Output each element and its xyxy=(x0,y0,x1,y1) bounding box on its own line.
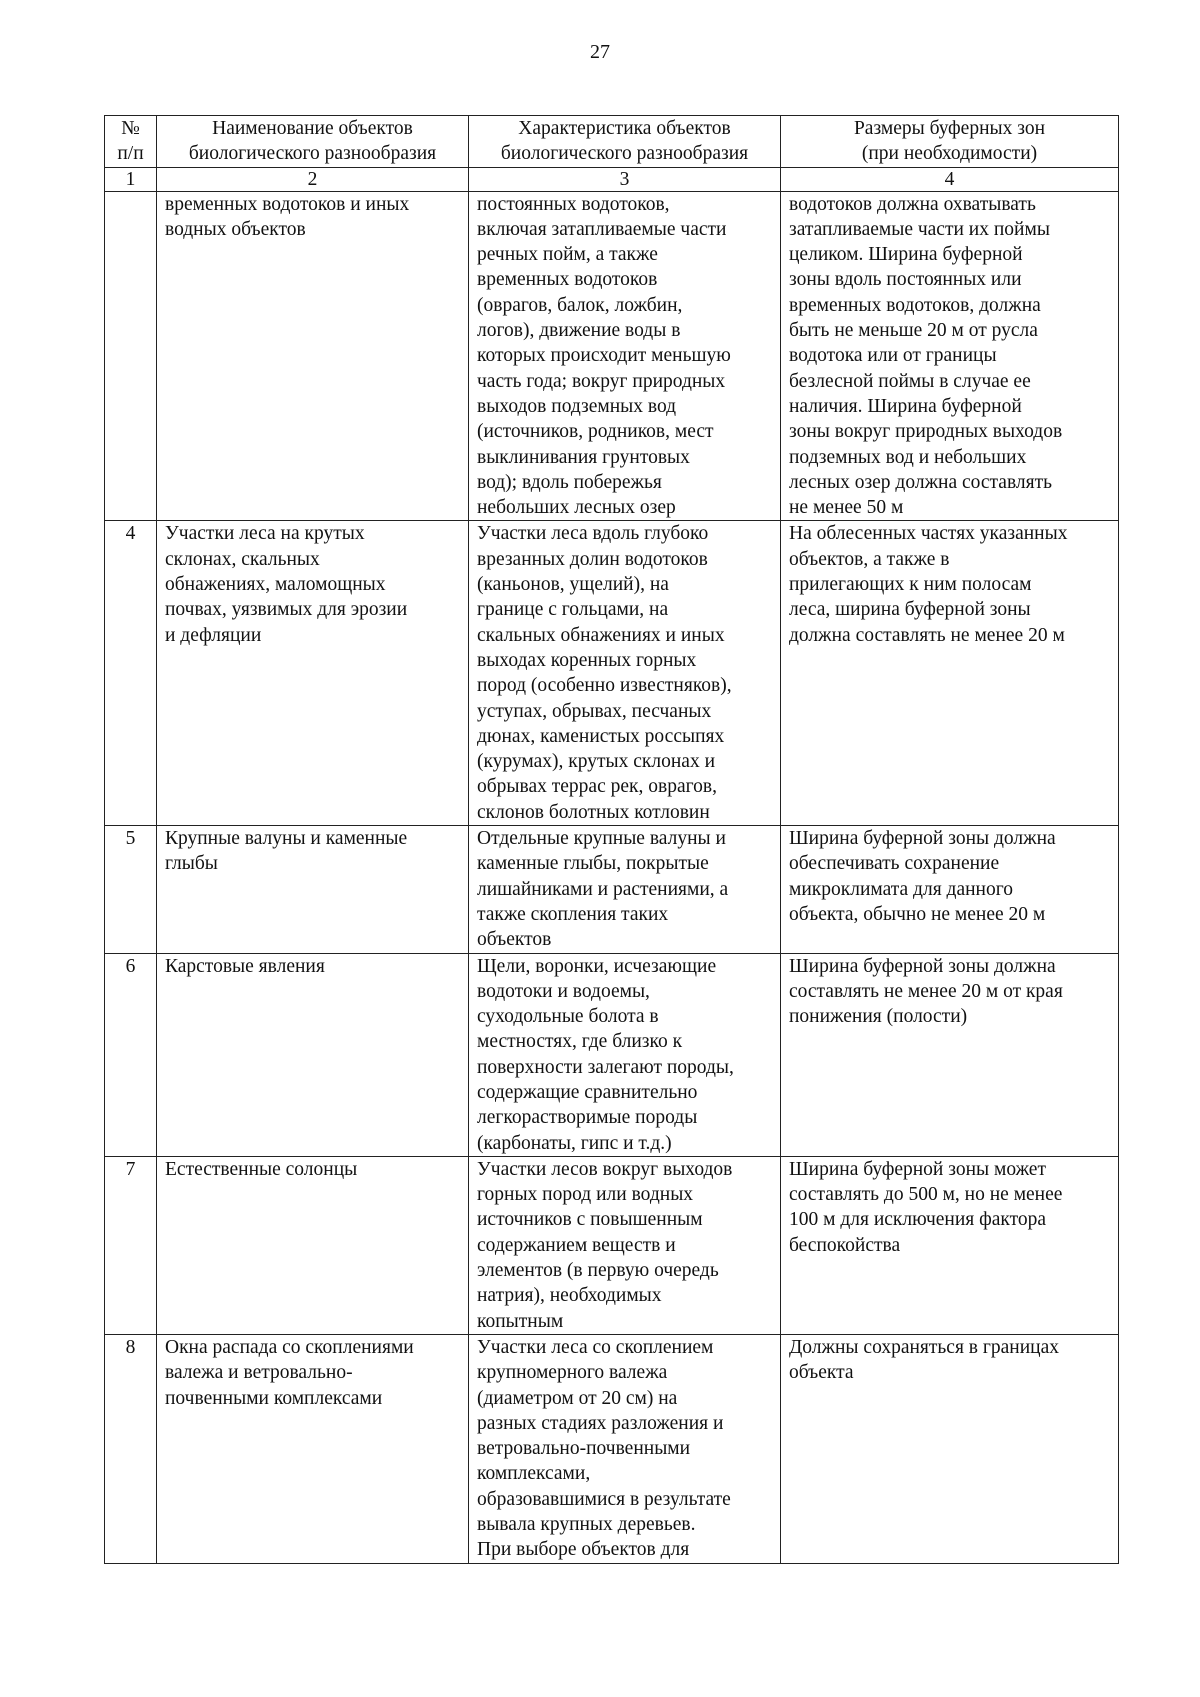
text-line: также скопления таких xyxy=(477,903,669,925)
text-line: прилегающих к ним полосам xyxy=(789,574,1032,596)
text-line: безлесной поймы в случае ее xyxy=(789,370,1031,392)
text-line: Ширина буферной зоны должна xyxy=(789,828,1056,850)
text-line: Ширина буферной зоны должна xyxy=(789,955,1056,977)
text-line: составлять не менее 20 м от края xyxy=(789,980,1063,1002)
text-line: Участки леса со скоплением xyxy=(477,1336,714,1358)
text-line: границе с гольцами, на xyxy=(477,599,669,621)
text-line: временных водотоков, должна xyxy=(789,294,1041,316)
page-number: 27 xyxy=(590,41,610,63)
text-line: разных стадиях разложения и xyxy=(477,1412,724,1434)
row-number xyxy=(105,191,157,521)
header-characteristic xyxy=(469,116,781,168)
table-row xyxy=(105,1156,1119,1334)
text-line: объектов xyxy=(477,929,552,951)
text-line: дюнах, каменистых россыпях xyxy=(477,725,725,747)
text-line: На облесенных частях указанных xyxy=(789,523,1068,545)
buffer-size-cell xyxy=(781,521,1119,826)
text-line: легкорастворимые породы xyxy=(477,1107,698,1129)
text-line: содержанием веществ и xyxy=(477,1234,676,1256)
text-line: ветровально-почвенными xyxy=(477,1438,691,1460)
object-name-cell xyxy=(157,191,469,521)
row-number: 8 xyxy=(105,1334,157,1563)
text-line: выклинивания грунтовых xyxy=(477,446,690,468)
text-line: водных объектов xyxy=(165,218,306,240)
text-line: почвах, уязвимых для эрозии xyxy=(165,599,408,621)
text-line: глыбы xyxy=(165,853,218,875)
text-line: затапливаемые части их поймы xyxy=(789,218,1050,240)
buffer-size-cell xyxy=(781,826,1119,953)
text-line: (карбонаты, гипс и т.д.) xyxy=(477,1132,672,1154)
text-line: беспокойства xyxy=(789,1234,901,1256)
row-number: 5 xyxy=(105,826,157,953)
text-line: составлять до 500 м, но не менее xyxy=(789,1184,1063,1206)
text-line: содержащие сравнительно xyxy=(477,1081,698,1103)
text-line: Крупные валуны и каменные xyxy=(165,828,408,850)
text-line: микроклимата для данного xyxy=(789,878,1013,900)
text-line: выходах коренных горных xyxy=(477,649,697,671)
text-line: должна составлять не менее 20 м xyxy=(789,624,1065,646)
table-row xyxy=(105,521,1119,826)
buffer-size-cell xyxy=(781,953,1119,1156)
text-line: уступах, обрывах, песчаных xyxy=(477,700,712,722)
header-buffer-size xyxy=(781,116,1119,168)
table-body xyxy=(105,191,1119,1563)
text-line: крупномерного валежа xyxy=(477,1362,668,1384)
text-line: Окна распада со скоплениями xyxy=(165,1336,414,1358)
text-line: водотоков должна охватывать xyxy=(789,193,1036,215)
row-number: 4 xyxy=(105,521,157,826)
buffer-size-cell xyxy=(781,191,1119,521)
text-line: 100 м для исключения фактора xyxy=(789,1209,1047,1231)
text-line: логов), движение воды в xyxy=(477,320,681,342)
text-line: образовавшимися в результате xyxy=(477,1488,731,1510)
text-line: (курумах), крутых склонах и xyxy=(477,751,716,773)
text-line: источников с повышенным xyxy=(477,1209,703,1231)
text-line: включая затапливаемые части xyxy=(477,218,727,240)
table-header-row xyxy=(105,116,1119,168)
text-line: временных водотоков и иных xyxy=(165,193,410,215)
text-line: понижения (полости) xyxy=(789,1006,968,1028)
text-line: объекта xyxy=(789,1362,854,1384)
text-line: вывала крупных деревьев. xyxy=(477,1514,696,1536)
text-line: водотока или от границы xyxy=(789,345,997,367)
text-line: водотоки и водоемы, xyxy=(477,980,650,1002)
text-line: Ширина буферной зоны может xyxy=(789,1158,1046,1180)
text-line: Должны сохраняться в границах xyxy=(789,1336,1060,1358)
row-number: 7 xyxy=(105,1156,157,1334)
column-number-1: 1 xyxy=(105,167,157,191)
text-line: Щели, воронки, исчезающие xyxy=(477,955,717,977)
text-line: Естественные солонцы xyxy=(165,1158,358,1180)
text-line: местностях, где близко к xyxy=(477,1031,683,1053)
text-line: целиком. Ширина буферной xyxy=(789,244,1023,266)
text-line: (источников, родников, мест xyxy=(477,421,714,443)
text-line: Участки лесов вокруг выходов xyxy=(477,1158,733,1180)
text-line: (каньонов, ущелий), на xyxy=(477,574,669,596)
buffer-size-cell xyxy=(781,1334,1119,1563)
text-line: № xyxy=(121,118,140,139)
text-line: Наименование объектов xyxy=(212,118,413,139)
object-name-cell xyxy=(157,1334,469,1563)
biodiversity-objects-table xyxy=(104,115,1119,1564)
column-number-3: 3 xyxy=(469,167,781,191)
characteristic-cell xyxy=(469,1156,781,1334)
text-line: обрывах террас рек, оврагов, xyxy=(477,776,717,798)
text-line: леса, ширина буферной зоны xyxy=(789,599,1031,621)
text-line: врезанных долин водотоков xyxy=(477,548,708,570)
text-line: склонах, скальных xyxy=(165,548,320,570)
text-line: При выборе объектов для xyxy=(477,1539,690,1561)
text-line: почвенными комплексами xyxy=(165,1387,383,1409)
text-line: постоянных водотоков, xyxy=(477,193,670,215)
buffer-size-cell xyxy=(781,1156,1119,1334)
header-object-name xyxy=(157,116,469,168)
text-line: пород (особенно известняков), xyxy=(477,675,732,697)
text-line: часть года; вокруг природных xyxy=(477,370,726,392)
text-line: и дефляции xyxy=(165,624,262,646)
text-line: не менее 50 м xyxy=(789,497,904,519)
text-line: натрия), необходимых xyxy=(477,1285,662,1307)
text-line: горных пород или водных xyxy=(477,1184,694,1206)
text-line: п/п xyxy=(117,143,144,165)
text-line: биологического разнообразия xyxy=(188,143,437,165)
text-line: каменные глыбы, покрытые xyxy=(477,853,709,875)
text-line: выходов подземных вод xyxy=(477,395,677,417)
characteristic-cell xyxy=(469,826,781,953)
text-line: временных водотоков xyxy=(477,269,658,291)
text-line: речных пойм, а также xyxy=(477,244,658,266)
characteristic-cell xyxy=(469,953,781,1156)
text-line: копытным xyxy=(477,1310,564,1332)
text-line: лесных озер должна составлять xyxy=(789,471,1053,493)
text-line: обеспечивать сохранение xyxy=(789,853,1000,875)
text-line: вод); вдоль побережья xyxy=(477,471,662,493)
text-line: Размеры буферных зон xyxy=(853,118,1046,139)
text-line: быть не меньше 20 м от русла xyxy=(789,320,1038,342)
text-line: подземных вод и небольших xyxy=(789,446,1027,468)
text-line: Характеристика объектов xyxy=(518,118,731,139)
text-line: скальных обнажениях и иных xyxy=(477,624,725,646)
header-number xyxy=(105,116,157,168)
text-line: обнажениях, маломощных xyxy=(165,574,386,596)
text-line: суходольные болота в xyxy=(477,1006,659,1028)
object-name-cell xyxy=(157,953,469,1156)
text-line: зоны вокруг природных выходов xyxy=(789,421,1063,443)
text-line: объекта, обычно не менее 20 м xyxy=(789,903,1046,925)
text-line: валежа и ветровально- xyxy=(165,1362,353,1384)
text-line: лишайниками и растениями, а xyxy=(477,878,729,900)
text-line: Отдельные крупные валуны и xyxy=(477,828,726,850)
object-name-cell xyxy=(157,1156,469,1334)
text-line: которых происходит меньшую xyxy=(477,345,731,367)
text-line: небольших лесных озер xyxy=(477,497,676,519)
characteristic-cell xyxy=(469,1334,781,1563)
characteristic-cell xyxy=(469,191,781,521)
table-row xyxy=(105,953,1119,1156)
text-line: наличия. Ширина буферной xyxy=(789,395,1022,417)
column-number-2: 2 xyxy=(157,167,469,191)
object-name-cell xyxy=(157,521,469,826)
text-line: комплексами, xyxy=(477,1463,591,1485)
table-row xyxy=(105,826,1119,953)
text-line: склонов болотных котловин xyxy=(477,801,710,823)
text-line: (диаметром от 20 см) на xyxy=(477,1387,678,1409)
text-line: (при необходимости) xyxy=(861,143,1038,165)
characteristic-cell xyxy=(469,521,781,826)
text-line: (оврагов, балок, ложбин, xyxy=(477,294,683,316)
object-name-cell xyxy=(157,826,469,953)
text-line: зоны вдоль постоянных или xyxy=(789,269,1022,291)
text-line: Участки леса на крутых xyxy=(165,523,365,545)
column-number-4: 4 xyxy=(781,167,1119,191)
text-line: поверхности залегают породы, xyxy=(477,1056,734,1078)
text-line: Карстовые явления xyxy=(165,955,325,977)
column-number-row xyxy=(105,167,1119,191)
text-line: Участки леса вдоль глубоко xyxy=(477,523,709,545)
table-row xyxy=(105,1334,1119,1563)
row-number: 6 xyxy=(105,953,157,1156)
table-row xyxy=(105,191,1119,521)
text-line: элементов (в первую очередь xyxy=(477,1260,719,1282)
text-line: объектов, а также в xyxy=(789,548,950,570)
text-line: биологического разнообразия xyxy=(500,143,749,165)
